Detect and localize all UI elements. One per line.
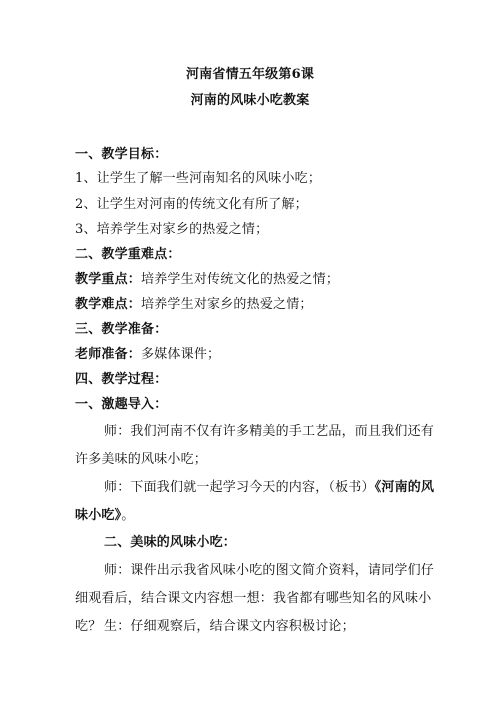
- key-point-text: 培养学生对传统文化的热爱之情；: [141, 272, 340, 287]
- key-point-line: [75, 271, 435, 289]
- process-heading-snacks: 二、美味的风味小吃：: [104, 535, 237, 550]
- difficulty-label: 教学难点：: [75, 297, 142, 312]
- intro-paragraph-2-text: 师：下面我们就一起学习今天的内容，（板书）: [104, 480, 375, 495]
- preparation-line: [75, 346, 435, 364]
- difficulty-text: 培养学生对家乡的热爱之情；: [141, 297, 313, 312]
- lesson-title-highlight: 《河南的风味小吃》: [75, 480, 435, 523]
- section-heading-process: 四、教学过程：: [75, 372, 168, 387]
- goal-item-2: 2、让学生对河南的传统文化有所了解；: [75, 197, 308, 212]
- process-heading-intro: 一、激趣导入：: [75, 397, 168, 412]
- preparation-label: 老师准备：: [75, 347, 142, 362]
- intro-paragraph-1: 师：我们河南不仅有许多精美的手工艺品，而且我们还有许多美味的风味小吃；: [75, 424, 435, 467]
- document-subtitle: 河南的风味小吃教案: [190, 93, 310, 108]
- intro-paragraph-2: [75, 474, 435, 530]
- key-point-label: 教学重点：: [75, 272, 142, 287]
- goal-item-3: 3、培养学生对家乡的热爱之情；: [75, 222, 269, 237]
- document-title: 河南省情五年级第6课: [185, 67, 315, 82]
- snacks-paragraph-2: 生：仔细观察后，结合课文内容积极讨论；: [104, 619, 355, 634]
- snacks-paragraph-1: 师：课件出示我省风味小吃的图文简介资料，请同学们仔细观看后，结合课文内容想一想：我省都有哪些知名的风味小吃？: [75, 563, 435, 634]
- section-heading-goals: 一、教学目标：: [75, 147, 168, 162]
- intro-paragraph-2-end: 。: [121, 508, 135, 523]
- preparation-text: 多媒体课件；: [141, 347, 221, 362]
- goal-item-1: 1、让学生了解一些河南知名的风味小吃；: [75, 171, 322, 186]
- section-heading-keypoints: 二、教学重难点：: [75, 247, 181, 262]
- difficulty-line: [75, 296, 435, 314]
- section-heading-preparation: 三、教学准备：: [75, 322, 168, 337]
